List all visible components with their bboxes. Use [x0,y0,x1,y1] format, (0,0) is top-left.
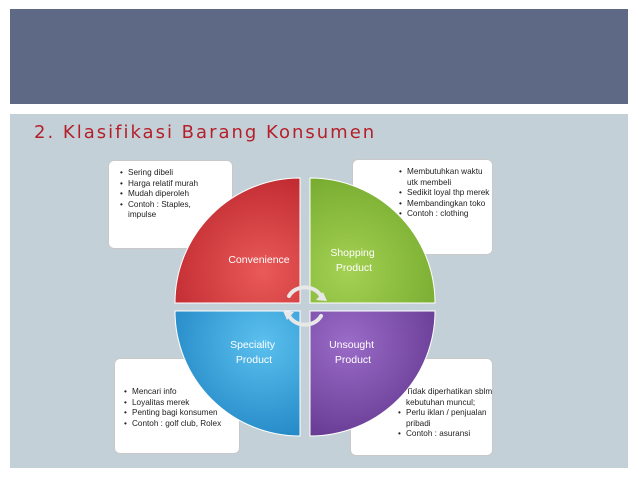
note-item: • Sedikit loyal thp merek [398,188,492,199]
note-item: • Penting bagi konsumen [123,408,235,419]
note-item: • Harga relatif murah [119,179,211,190]
note-item: • Membandingkan toko [398,199,492,210]
note-item: • Sering dibeli [119,168,211,179]
note-item: • Contoh : Staples, impulse [119,200,211,221]
quadrant-label-shopping: Shopping Product [330,247,375,274]
quadrant-unsought [310,311,435,436]
quadrant-shopping [310,178,435,303]
quadrant-convenience [175,178,300,303]
page-title: 2. Klasifikasi Barang Konsumen [34,122,377,143]
note-item: • Mencari info [123,387,235,398]
quadrant-label-unsought: Unsought Product [329,339,375,366]
note-item: • Perlu iklan / penjualan pribadi [397,408,493,429]
note-item: • Membutuhkan waktu utk membeli [398,167,492,188]
note-item: • Contoh : asuransi [397,429,493,440]
note-item: • Contoh : golf club, Rolex [123,419,235,430]
note-item: • Tidak diperhatikan sblm kebutuhan muncul; [397,387,493,408]
quadrant-speciality [175,311,300,436]
cycle-arrows-icon [283,287,327,324]
quadrant-label-convenience: Convenience [228,254,290,266]
quadrant-label-speciality: Speciality Product [230,339,276,366]
note-item: • Mudah diperoleh [119,189,211,200]
note-item: • Loyalitas merek [123,398,235,409]
note-item: • Contoh : clothing [398,209,492,220]
